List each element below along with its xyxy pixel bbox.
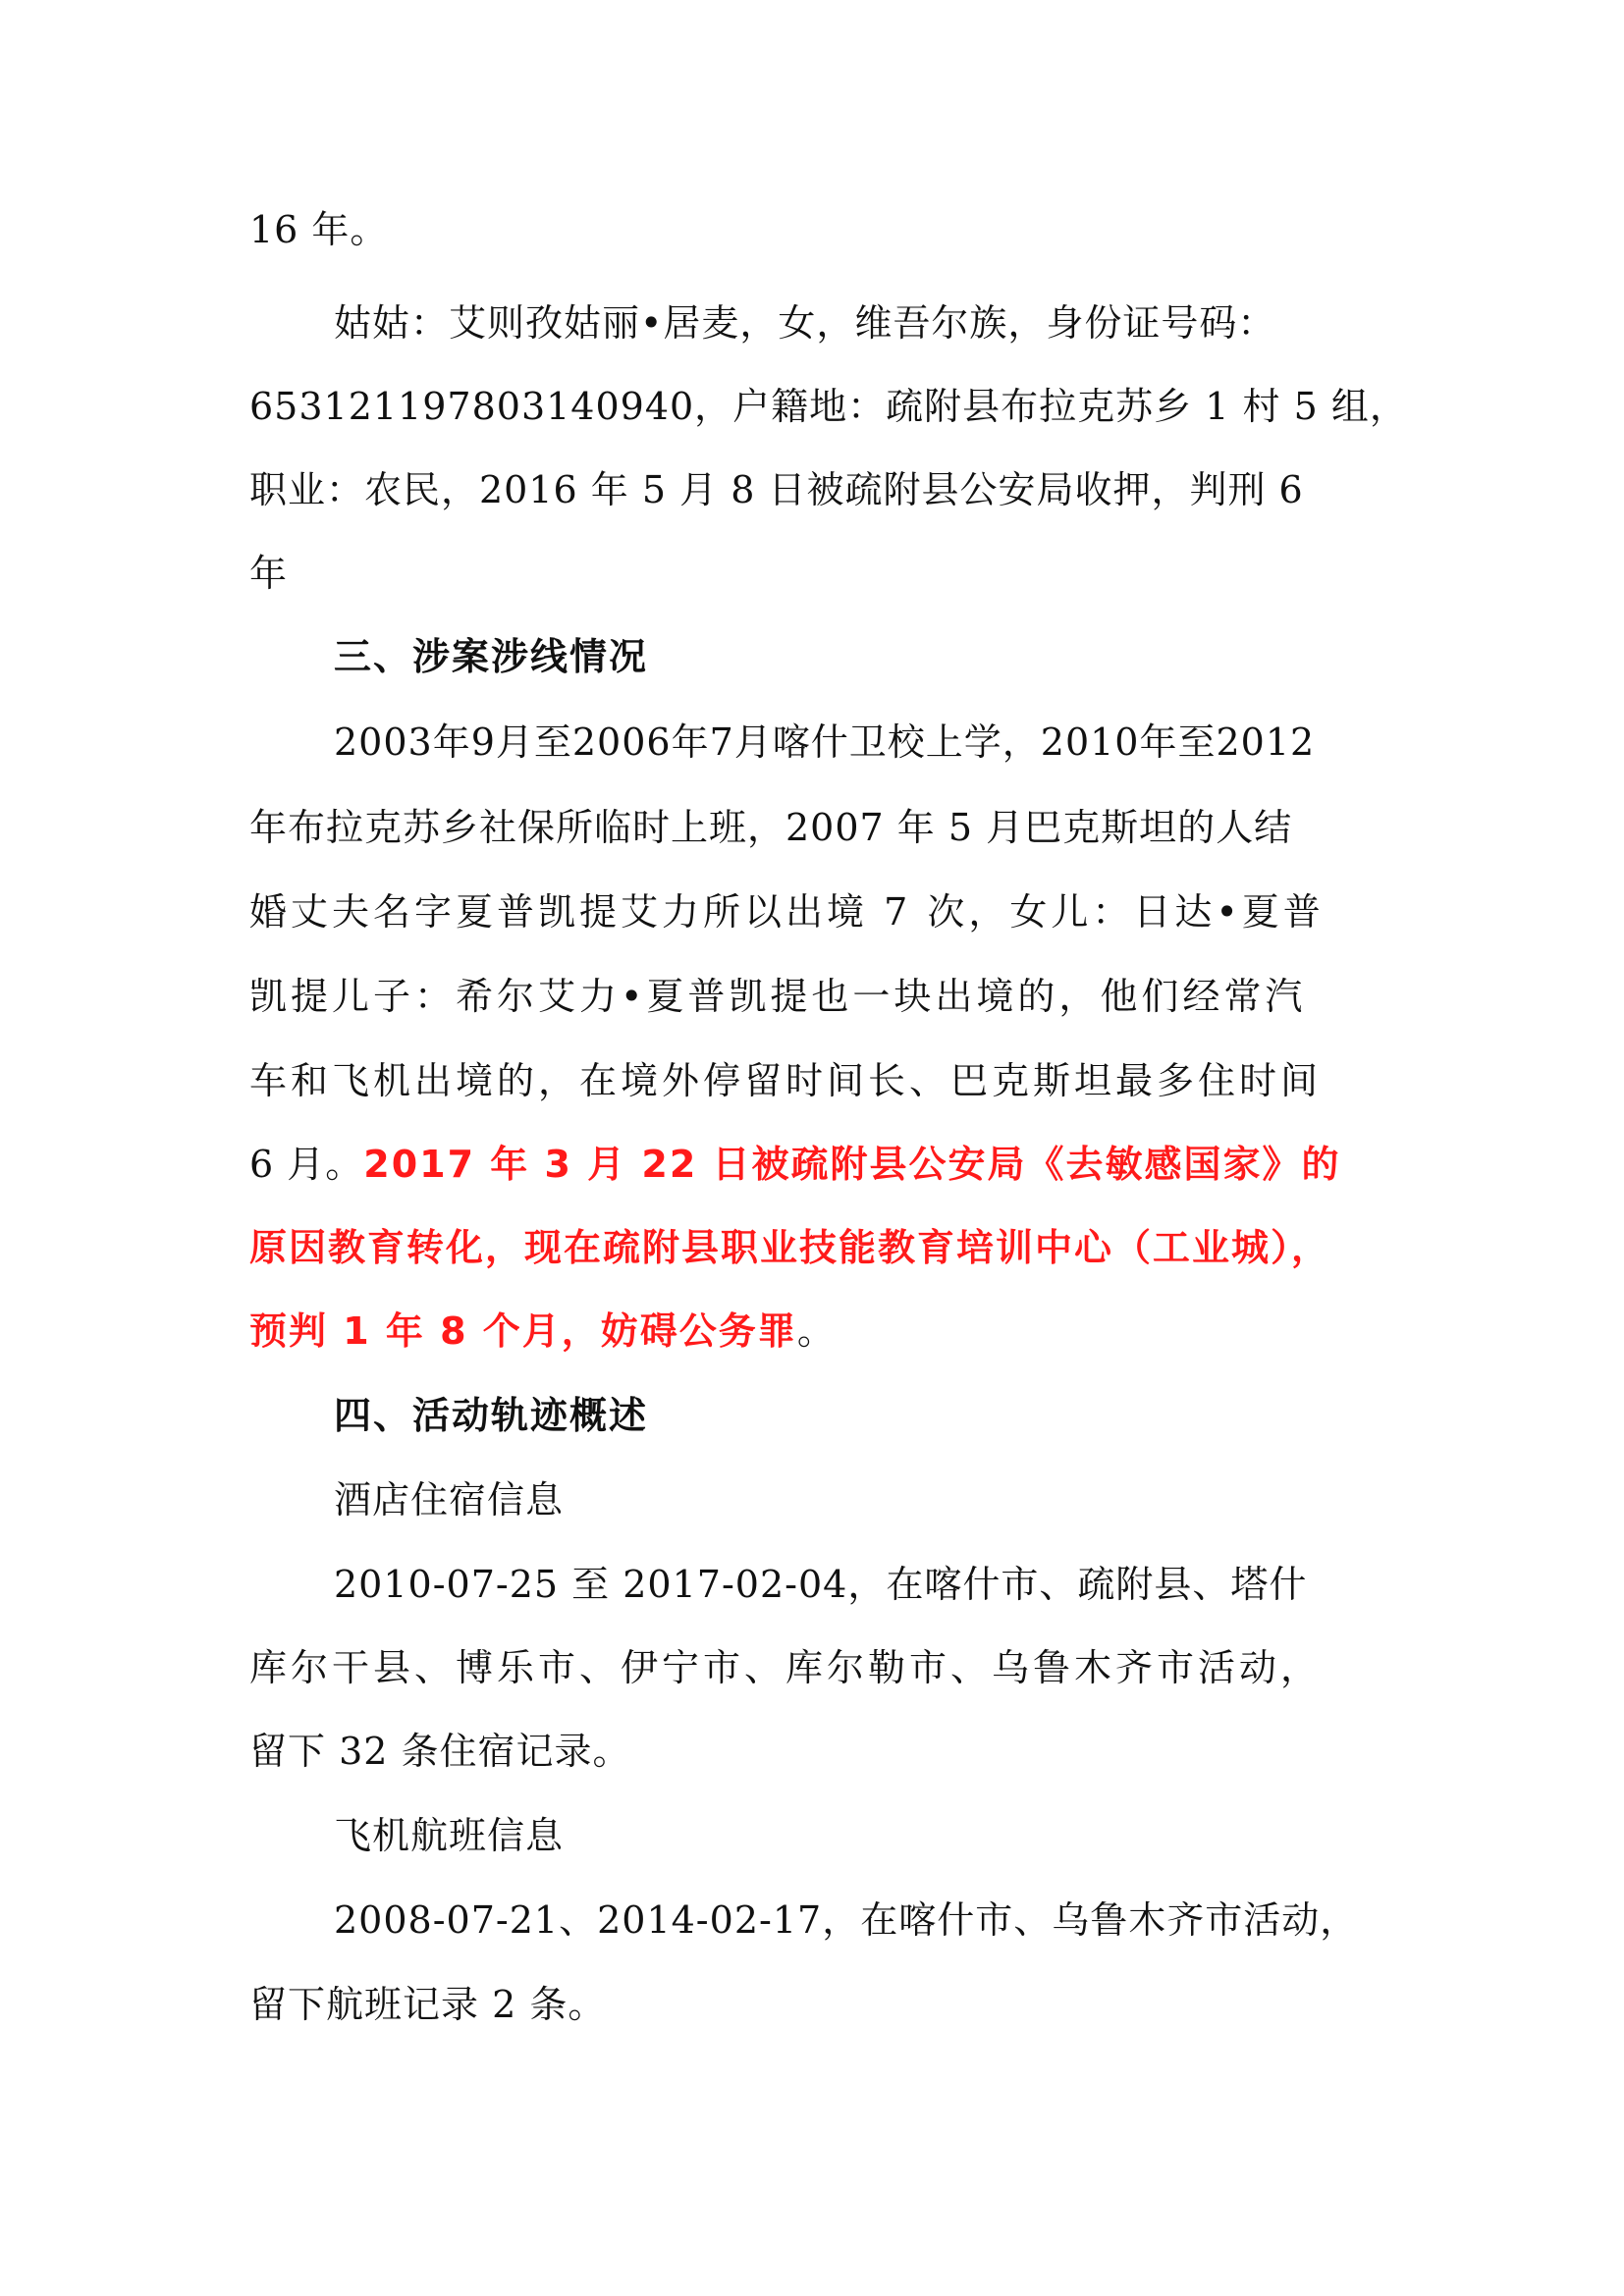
body-line-mixed — [249, 1143, 1341, 1186]
body-line: 婚丈夫名字夏普凯提艾力所以出境 7 次，女儿：日达•夏普 — [249, 890, 1325, 934]
body-line-mixed — [249, 1309, 836, 1353]
body-line: 2003年9月至2006年7月喀什卫校上学，2010年至2012 — [334, 721, 1316, 764]
subheading: 酒店住宿信息 — [334, 1478, 565, 1522]
subheading: 飞机航班信息 — [334, 1814, 565, 1857]
body-line: 年布拉克苏乡社保所临时上班，2007 年 5 月巴克斯坦的人结 — [249, 806, 1293, 849]
body-line: 留下 32 条住宿记录。 — [249, 1730, 631, 1773]
body-line: 653121197803140940，户籍地：疏附县布拉克苏乡 1 村 5 组， — [249, 385, 1408, 428]
section-heading: 四、活动轨迹概述 — [334, 1394, 649, 1437]
plain-text: 6 月。 — [249, 1143, 364, 1186]
body-line: 2010-07-25 至 2017-02-04，在喀什市、疏附县、塔什 — [334, 1563, 1308, 1606]
highlighted-line: 原因教育转化，现在疏附县职业技能教育培训中心（工业城）， — [249, 1226, 1331, 1269]
body-line: 2008-07-21、2014-02-17，在喀什市、乌鲁木齐市活动， — [334, 1898, 1359, 1942]
section-heading: 三、涉案涉线情况 — [334, 635, 649, 678]
body-line: 职业：农民，2016 年 5 月 8 日被疏附县公安局收押，判刑 6 — [249, 468, 1304, 511]
highlighted-text: 2017 年 3 月 22 日被疏附县公安局《去敏感国家》的 — [363, 1143, 1341, 1186]
body-line: 年 — [249, 552, 289, 595]
body-line: 凯提儿子：希尔艾力•夏普凯提也一块出境的，他们经常汽 — [249, 975, 1307, 1018]
highlighted-text: 预判 1 年 8 个月，妨碍公务罪 — [249, 1309, 797, 1353]
body-line: 16 年。 — [249, 208, 389, 251]
body-line: 车和飞机出境的，在境外停留时间长、巴克斯坦最多住时间 — [249, 1059, 1323, 1102]
body-line: 姑姑：艾则孜姑丽•居麦，女，维吾尔族，身份证号码： — [334, 301, 1276, 345]
body-line: 留下航班记录 2 条。 — [249, 1983, 607, 2026]
plain-text: 。 — [796, 1309, 836, 1353]
body-line: 库尔干县、博乐市、伊宁市、库尔勒市、乌鲁木齐市活动， — [249, 1646, 1323, 1689]
